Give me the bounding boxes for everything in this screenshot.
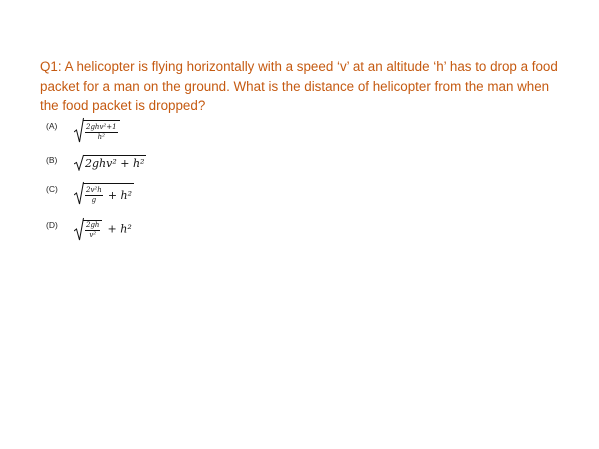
option-c[interactable]: [46, 184, 166, 214]
option-c-tail: + h²: [107, 188, 133, 202]
radical-sign-icon: [74, 217, 84, 241]
option-a-formula: [74, 117, 120, 143]
option-b-formula: [74, 152, 146, 171]
option-a-denominator: h²: [97, 132, 105, 141]
radical-sign-icon: [74, 117, 84, 143]
option-b-expression: 2ghv² + h²: [85, 157, 145, 170]
option-c-denominator: g: [91, 195, 97, 204]
option-a[interactable]: [46, 121, 166, 151]
option-d-numerator: 2gh: [86, 220, 100, 229]
option-c-numerator: 2v²h: [86, 185, 102, 194]
option-d-formula: [74, 217, 132, 241]
option-a-numerator: 2ghv²+1: [86, 122, 117, 131]
option-d-tail: + h²: [107, 222, 132, 236]
option-a-label: (A): [46, 121, 58, 131]
question-text: Q1: A helicopter is flying horizontally with a speed ‘v’ at an altitude ‘h’ has to drop a food packet for a man on the ground. What is the distance of helicopter from the man when the food packet is dropped?: [40, 59, 558, 113]
option-b-label: (B): [46, 155, 58, 165]
option-d-label: (D): [46, 220, 58, 230]
radical-sign-icon: [74, 154, 84, 171]
option-c-formula: [74, 181, 134, 205]
radical-sign-icon: [74, 181, 84, 205]
option-d[interactable]: [46, 220, 166, 250]
option-c-label: (C): [46, 184, 58, 194]
option-d-denominator: v²: [89, 230, 97, 239]
